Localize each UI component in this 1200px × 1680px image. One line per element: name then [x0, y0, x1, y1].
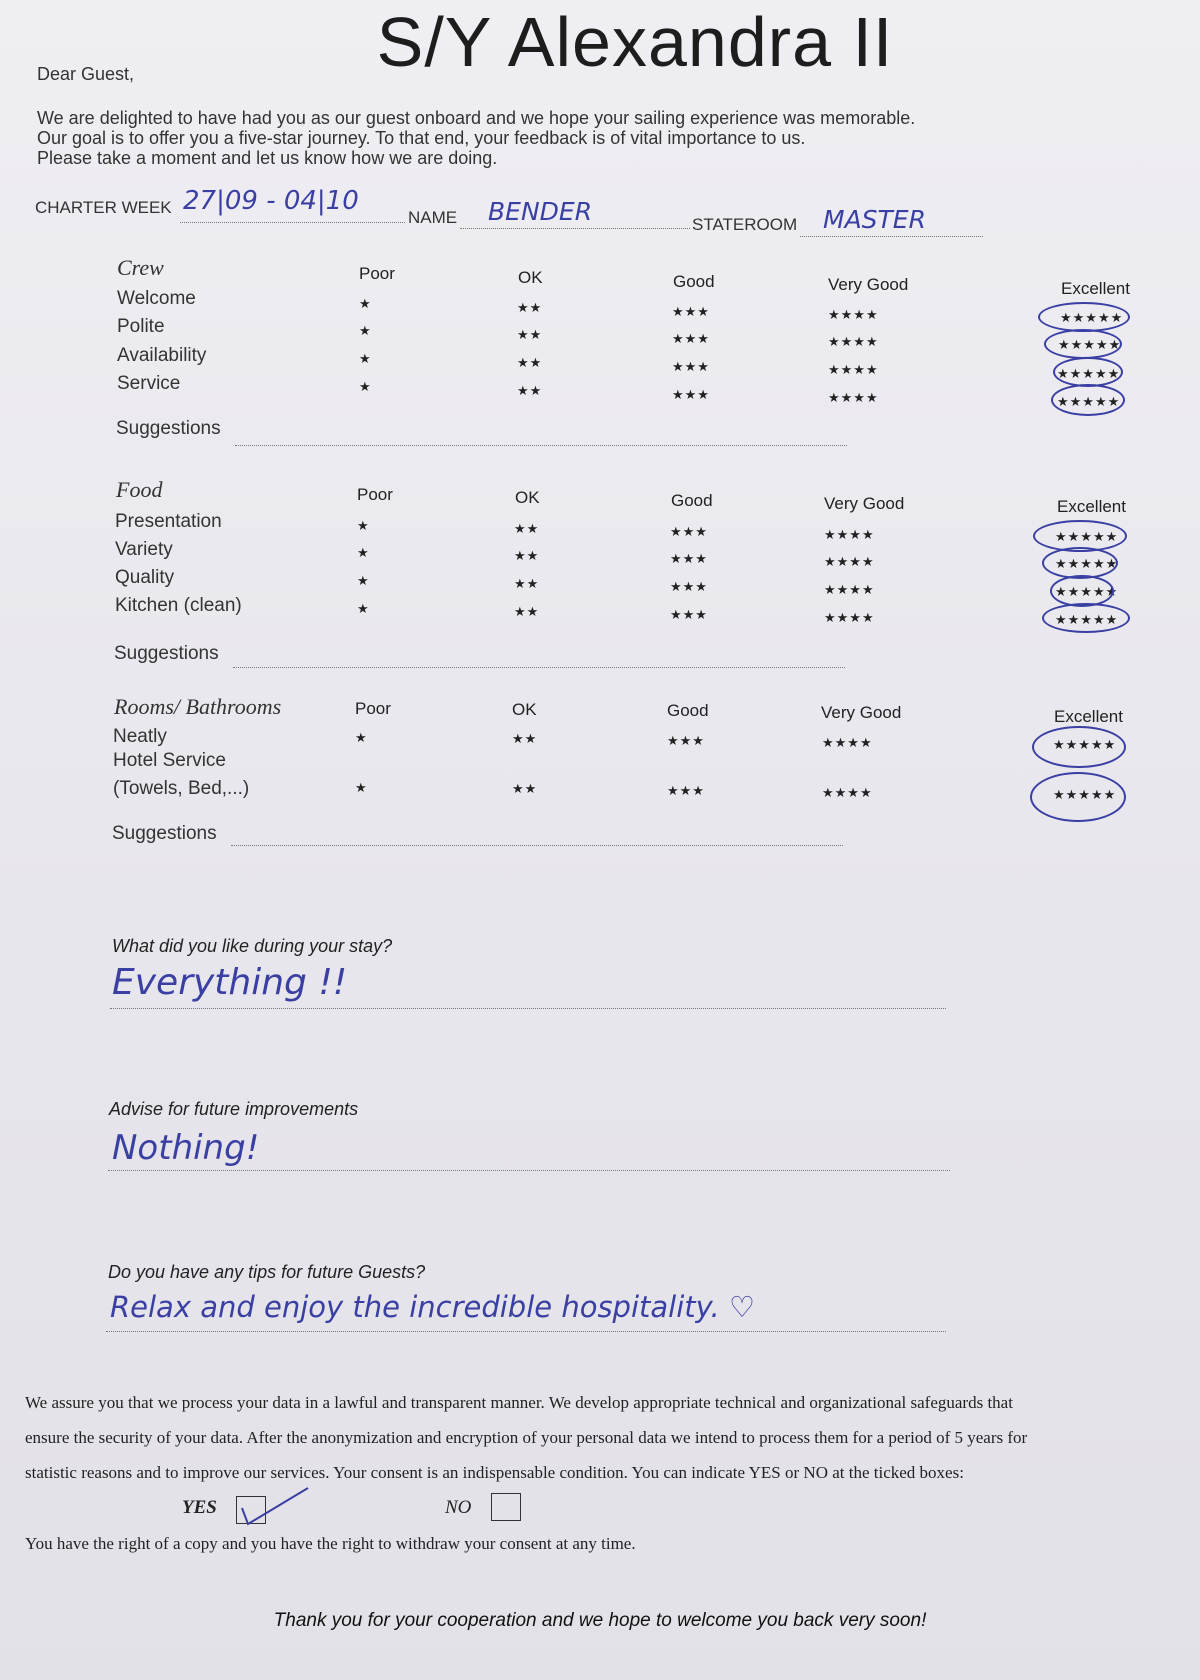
star-option-1[interactable]: ★: [359, 296, 372, 311]
consent-text-line: ensure the security of your data. After the anonymization and encryption of your personal data we intend to process them for a period of 5 years for: [25, 1428, 1028, 1447]
suggestions-line[interactable]: [231, 845, 843, 846]
selection-circle: [1042, 603, 1130, 633]
consent-text-line: statistic reasons and to improve our services. Your consent is an indispensable condition. You can indicate YES or NO at the ticked boxes:: [25, 1463, 964, 1482]
star-option-3[interactable]: ★★★: [667, 783, 705, 798]
row-label-welcome: Welcome: [117, 288, 196, 309]
column-poor: Poor: [359, 264, 395, 283]
column-very-good: Very Good: [824, 494, 905, 513]
star-option-4[interactable]: ★★★★: [828, 390, 879, 405]
star-option-1[interactable]: ★: [359, 351, 372, 366]
name-field[interactable]: BENDER: [488, 197, 593, 226]
section-title: Rooms/ Bathrooms: [114, 694, 282, 719]
name-line: [460, 228, 690, 229]
stateroom-line: [800, 236, 983, 237]
star-option-1[interactable]: ★: [355, 780, 368, 795]
star-option-3[interactable]: ★★★: [672, 304, 710, 319]
star-option-3[interactable]: ★★★: [670, 579, 708, 594]
charter-week-label: CHARTER WEEK: [35, 198, 172, 217]
star-option-4[interactable]: ★★★★: [822, 785, 873, 800]
star-option-2[interactable]: ★★: [512, 781, 538, 796]
star-option-5[interactable]: ★★★★★: [1057, 394, 1121, 409]
column-ok: OK: [515, 488, 540, 507]
star-option-3[interactable]: ★★★: [672, 387, 710, 402]
star-option-1[interactable]: ★: [357, 573, 370, 588]
star-option-5[interactable]: ★★★★★: [1055, 529, 1119, 544]
column-excellent: Excellent: [1054, 707, 1123, 726]
answer-tips[interactable]: Relax and enjoy the incredible hospitality. ♡: [110, 1290, 755, 1324]
row-label-towels-bed: (Towels, Bed,...): [113, 778, 250, 799]
star-option-2[interactable]: ★★: [517, 383, 543, 398]
suggestions-line[interactable]: [233, 667, 845, 668]
answer-line: [106, 1331, 946, 1332]
star-option-3[interactable]: ★★★: [670, 524, 708, 539]
consent-no-checkbox[interactable]: [491, 1493, 521, 1521]
star-option-1[interactable]: ★: [357, 518, 370, 533]
row-label-kitchen: Kitchen (clean): [115, 595, 242, 616]
star-option-3[interactable]: ★★★: [670, 551, 708, 566]
star-option-2[interactable]: ★★: [514, 548, 540, 563]
intro-line: We are delighted to have had you as our guest onboard and we hope your sailing experience was memorable.: [37, 108, 916, 128]
row-label-service: Service: [117, 373, 181, 394]
answer-liked[interactable]: Everything !!: [112, 962, 348, 1003]
star-option-3[interactable]: ★★★: [667, 733, 705, 748]
star-option-1[interactable]: ★: [355, 730, 368, 745]
star-option-5[interactable]: ★★★★★: [1055, 612, 1119, 627]
star-option-4[interactable]: ★★★★: [828, 307, 879, 322]
star-option-2[interactable]: ★★: [514, 521, 540, 536]
charter-week-field[interactable]: 27|09 - 04|10: [183, 186, 359, 216]
greeting: Dear Guest,: [37, 64, 135, 84]
selection-circle: [1044, 329, 1122, 359]
column-good: Good: [667, 701, 709, 720]
answer-line: [108, 1170, 950, 1171]
question-improvements: Advise for future improvements: [109, 1099, 359, 1119]
section-title: Crew: [117, 255, 164, 280]
question-liked: What did you like during your stay?: [112, 936, 393, 956]
suggestions-label: Suggestions: [116, 418, 221, 439]
star-option-3[interactable]: ★★★: [672, 331, 710, 346]
selection-circle: [1030, 772, 1126, 822]
column-very-good: Very Good: [828, 275, 909, 294]
column-good: Good: [671, 491, 713, 510]
star-option-2[interactable]: ★★: [512, 731, 538, 746]
star-option-2[interactable]: ★★: [517, 327, 543, 342]
star-option-1[interactable]: ★: [357, 545, 370, 560]
star-option-5[interactable]: ★★★★★: [1055, 556, 1119, 571]
star-option-3[interactable]: ★★★: [670, 607, 708, 622]
star-option-4[interactable]: ★★★★: [824, 554, 875, 569]
column-very-good: Very Good: [821, 703, 902, 722]
star-option-4[interactable]: ★★★★: [828, 334, 879, 349]
form-title: S/Y Alexandra II: [376, 3, 894, 81]
column-poor: Poor: [355, 699, 391, 718]
star-option-1[interactable]: ★: [357, 601, 370, 616]
star-option-4[interactable]: ★★★★: [828, 362, 879, 377]
stateroom-label: STATEROOM: [692, 215, 798, 234]
star-option-2[interactable]: ★★: [517, 355, 543, 370]
name-label: NAME: [408, 208, 458, 227]
star-option-4[interactable]: ★★★★: [824, 527, 875, 542]
column-ok: OK: [518, 268, 543, 287]
consent-no-label: NO: [445, 1497, 472, 1518]
star-option-1[interactable]: ★: [359, 323, 372, 338]
selection-circle: [1038, 302, 1130, 332]
column-excellent: Excellent: [1061, 279, 1130, 298]
closing-text: Thank you for your cooperation and we hope to welcome you back very soon!: [273, 1610, 927, 1631]
row-label-presentation: Presentation: [115, 511, 222, 532]
star-option-4[interactable]: ★★★★: [824, 582, 875, 597]
consent-text-line: We assure you that we process your data in a lawful and transparent manner. We develop appropriate technical and organizational safeguards that: [25, 1393, 1013, 1412]
star-option-5[interactable]: ★★★★★: [1060, 310, 1124, 325]
column-poor: Poor: [357, 485, 393, 504]
star-option-2[interactable]: ★★: [517, 300, 543, 315]
row-label-hotel-service: Hotel Service: [113, 750, 226, 771]
suggestions-line[interactable]: [235, 445, 847, 446]
check-mark-icon: [236, 1484, 316, 1534]
selection-circle: [1051, 384, 1125, 416]
star-option-4[interactable]: ★★★★: [824, 610, 875, 625]
answer-improvements[interactable]: Nothing!: [112, 1128, 260, 1168]
selection-circle: [1053, 357, 1123, 387]
charter-week-line: [180, 222, 405, 223]
star-option-4[interactable]: ★★★★: [822, 735, 873, 750]
consent-rights-text: You have the right of a copy and you have the right to withdraw your consent at any time.: [25, 1534, 636, 1553]
star-option-5[interactable]: ★★★★★: [1058, 337, 1122, 352]
intro-line: Please take a moment and let us know how we are doing.: [37, 148, 498, 168]
row-label-quality: Quality: [115, 567, 175, 588]
answer-line: [110, 1008, 946, 1009]
star-option-5[interactable]: ★★★★★: [1055, 584, 1119, 599]
star-option-5[interactable]: ★★★★★: [1053, 787, 1117, 802]
consent-yes-label: YES: [182, 1497, 217, 1518]
star-option-2[interactable]: ★★: [514, 576, 540, 591]
star-option-2[interactable]: ★★: [514, 604, 540, 619]
question-tips: Do you have any tips for future Guests?: [108, 1262, 426, 1282]
star-option-1[interactable]: ★: [359, 379, 372, 394]
row-label-neatly: Neatly: [113, 726, 167, 747]
section-title: Food: [116, 477, 163, 502]
column-excellent: Excellent: [1057, 497, 1126, 516]
row-label-availability: Availability: [117, 345, 207, 366]
column-good: Good: [673, 272, 715, 291]
stateroom-field[interactable]: MASTER: [823, 205, 926, 234]
intro-line: Our goal is to offer you a five-star journey. To that end, your feedback is of vital importance to us.: [37, 128, 806, 148]
row-label-polite: Polite: [117, 316, 165, 337]
star-option-5[interactable]: ★★★★★: [1053, 737, 1117, 752]
selection-circle: [1032, 726, 1126, 768]
star-option-3[interactable]: ★★★: [672, 359, 710, 374]
row-label-variety: Variety: [115, 539, 173, 560]
suggestions-label: Suggestions: [114, 643, 219, 664]
column-ok: OK: [512, 700, 537, 719]
suggestions-label: Suggestions: [112, 823, 217, 844]
star-option-5[interactable]: ★★★★★: [1057, 366, 1121, 381]
